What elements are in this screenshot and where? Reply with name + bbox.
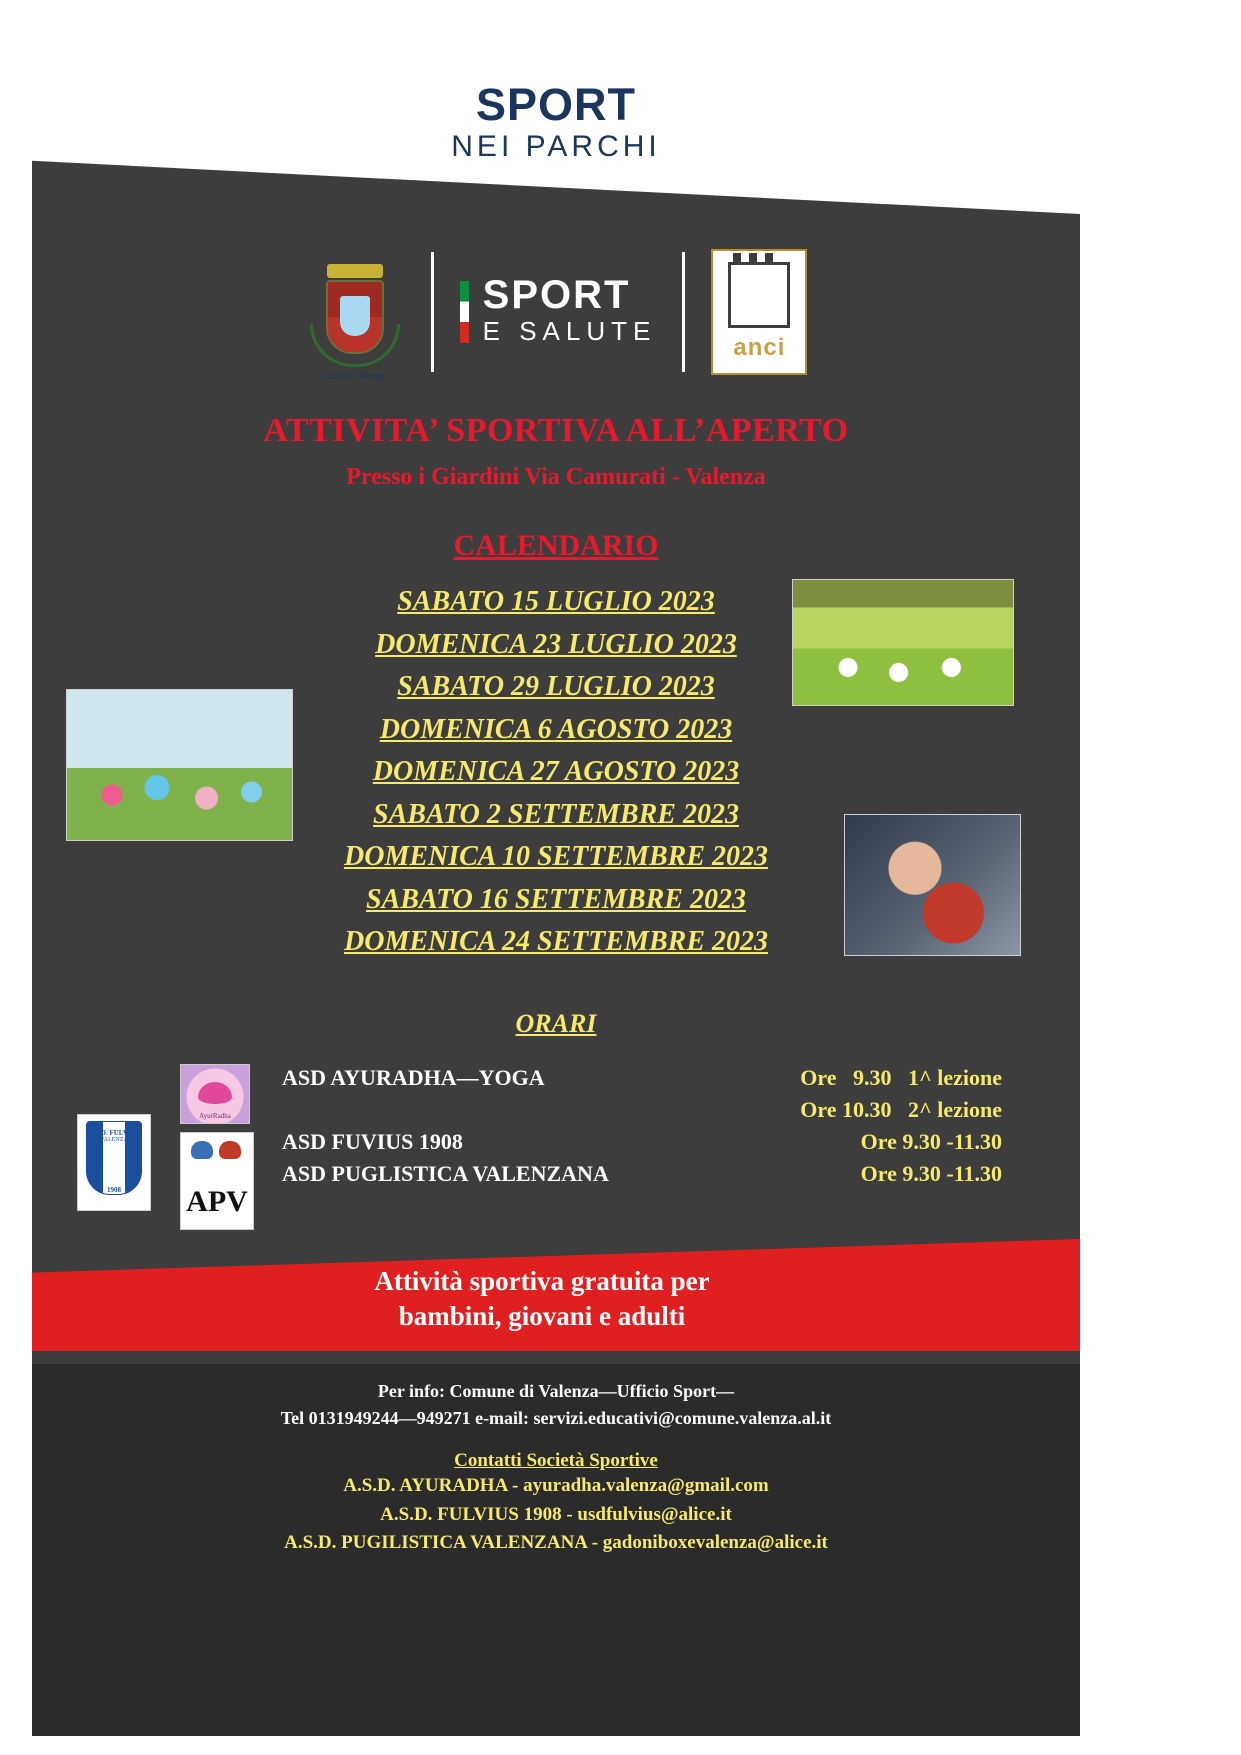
sport-e-salute-logo bbox=[460, 275, 657, 349]
footer-info-line2: Tel 0131949244—949271 e-mail: servizi.educativi@comune.valenza.al.it bbox=[280, 1408, 832, 1428]
schedule-table bbox=[282, 1062, 1002, 1190]
page-title: ATTIVITA’ SPORTIVA ALL’APERTO bbox=[263, 412, 849, 449]
anci-label: anci bbox=[733, 334, 786, 361]
schedule-heading: ORARI bbox=[515, 1009, 597, 1038]
photo-yoga-group bbox=[66, 689, 293, 841]
brand-logo-line2: NEI PARCHI bbox=[451, 130, 661, 163]
brand-logo bbox=[32, 79, 1080, 166]
poster bbox=[32, 24, 1080, 1736]
sport-e-salute-line2: E SALUTE bbox=[482, 316, 657, 347]
footer-info-line1: Per info: Comune di Valenza—Ufficio Sport— bbox=[377, 1381, 735, 1401]
calendar-heading: CALENDARIO bbox=[453, 529, 659, 562]
list-item: DOMENICA 10 SETTEMBRE 2023 bbox=[344, 841, 768, 873]
photo-boxing-woman bbox=[844, 814, 1021, 956]
pugilistica-logo bbox=[180, 1132, 254, 1230]
list-item: A.S.D. PUGILISTICA VALENZANA - gadoniboxevalenza@alice.it bbox=[284, 1532, 828, 1553]
brand-logo-line1: SPORT bbox=[475, 79, 637, 130]
schedule-club-name: ASD FUVIUS 1908 bbox=[282, 1128, 463, 1154]
list-item: SABATO 29 LUGLIO 2023 bbox=[397, 671, 715, 703]
list-item: A.S.D. AYURADHA - ayuradha.valenza@gmail.com bbox=[343, 1475, 769, 1496]
list-item: SABATO 16 SETTEMBRE 2023 bbox=[366, 883, 746, 915]
red-banner-line2: bambini, giovani e adulti bbox=[398, 1300, 686, 1331]
table-row bbox=[282, 1062, 1002, 1094]
table-row bbox=[282, 1158, 1002, 1190]
list-item: DOMENICA 6 AGOSTO 2023 bbox=[379, 713, 733, 745]
fulvius-logo-line1: A.S.D. FULVIUS bbox=[88, 1129, 140, 1137]
footer bbox=[32, 1364, 1080, 1736]
schedule-time: Ore 9.30 -11.30 bbox=[860, 1160, 1002, 1186]
footer-contacts-title: Contatti Società Sportive bbox=[454, 1450, 658, 1471]
schedule-time: Ore 9.30 1^ lezione bbox=[800, 1065, 1002, 1090]
schedule-time: Ore 10.30 2^ lezione bbox=[800, 1096, 1002, 1122]
list-item: DOMENICA 24 SETTEMBRE 2023 bbox=[344, 926, 768, 958]
photo-soccer-training bbox=[792, 579, 1014, 706]
table-row bbox=[282, 1126, 1002, 1158]
table-row bbox=[282, 1094, 1002, 1126]
partner-logos bbox=[32, 242, 1080, 382]
red-banner-line1: Attività sportiva gratuita per bbox=[374, 1266, 710, 1296]
anci-logo bbox=[711, 249, 807, 375]
fulvius-logo-year: 1908 bbox=[107, 1186, 121, 1194]
boxing-glove-icon bbox=[219, 1141, 241, 1159]
red-banner-text bbox=[32, 1264, 1080, 1333]
list-item: DOMENICA 23 LUGLIO 2023 bbox=[375, 628, 737, 660]
lotus-icon bbox=[198, 1082, 232, 1104]
boxing-glove-icon bbox=[191, 1141, 213, 1159]
crown-icon bbox=[327, 264, 383, 278]
ayuradha-logo bbox=[180, 1064, 250, 1124]
shield-icon bbox=[326, 280, 384, 354]
valenza-crest-logo bbox=[305, 242, 405, 382]
crest-caption: Città di Valenza bbox=[322, 371, 387, 382]
list-item: A.S.D. FULVIUS 1908 - usdfulvius@alice.it bbox=[380, 1503, 732, 1525]
fulvius-logo bbox=[77, 1114, 151, 1211]
list-item: DOMENICA 27 AGOSTO 2023 bbox=[372, 756, 740, 788]
logo-divider-left bbox=[431, 252, 434, 372]
schedule-club-name: ASD AYURADHA—YOGA bbox=[282, 1065, 545, 1090]
ayuradha-logo-caption: AyurRadha bbox=[199, 1112, 231, 1120]
fulvius-logo-line2: VALENZA bbox=[100, 1137, 128, 1143]
italian-flag-icon bbox=[460, 281, 469, 343]
list-item: SABATO 2 SETTEMBRE 2023 bbox=[373, 798, 739, 830]
castle-icon bbox=[728, 262, 790, 328]
pugilistica-logo-mark: APV bbox=[186, 1185, 248, 1218]
schedule-time: Ore 9.30 -11.30 bbox=[860, 1128, 1002, 1154]
logo-divider-right bbox=[682, 252, 685, 372]
page-subtitle: Presso i Giardini Via Camurati - Valenza bbox=[346, 464, 766, 490]
schedule-club-name: ASD PUGLISTICA VALENZANA bbox=[282, 1160, 609, 1186]
list-item: SABATO 15 LUGLIO 2023 bbox=[397, 586, 715, 617]
sport-e-salute-line1: SPORT bbox=[482, 273, 631, 318]
